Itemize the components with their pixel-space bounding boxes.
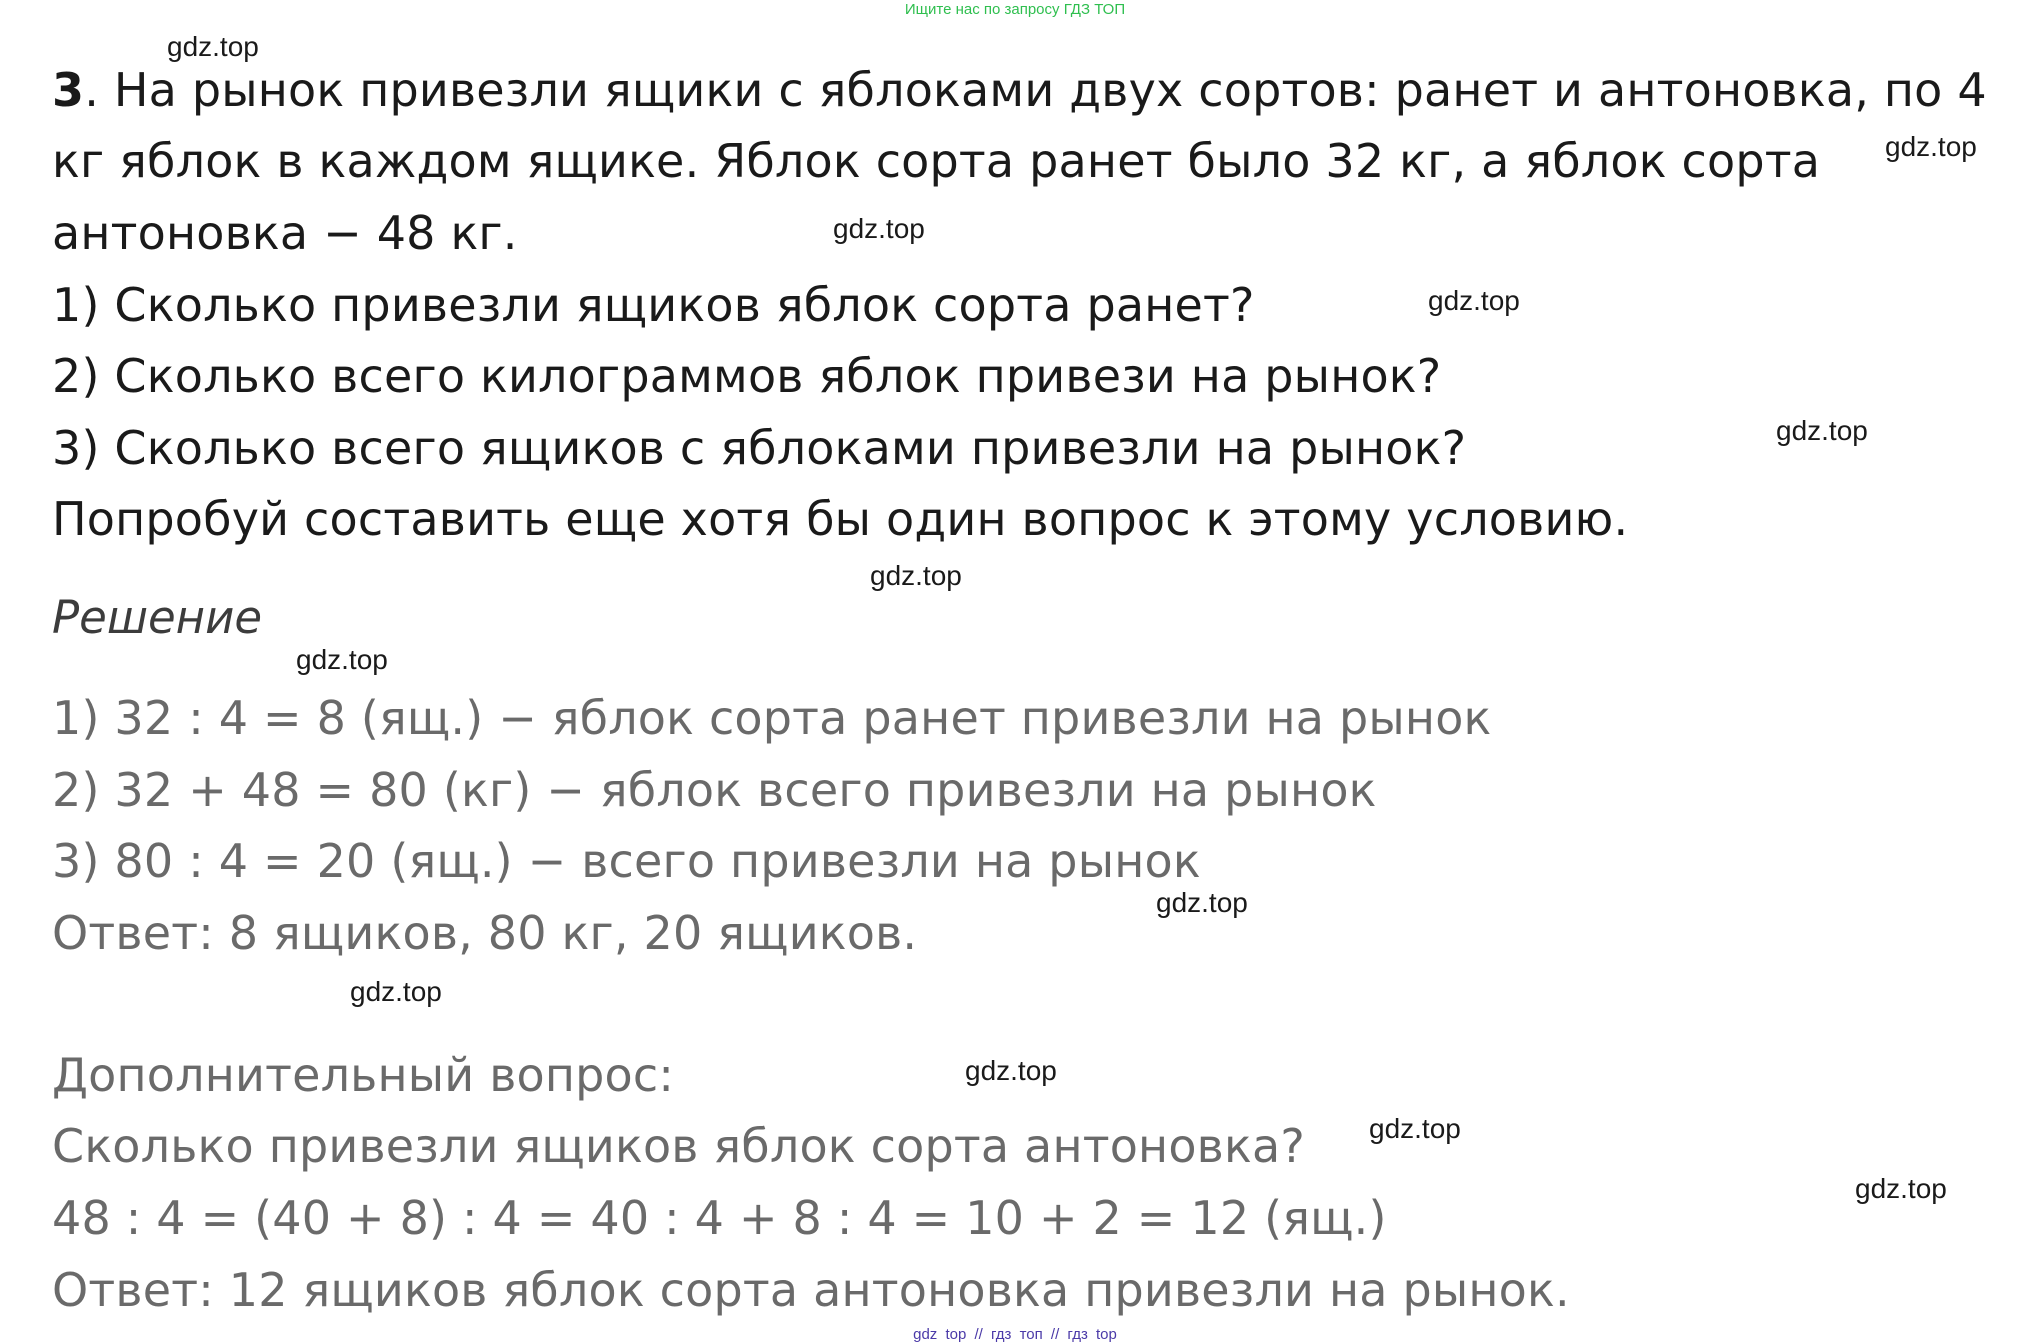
- solution-answer: Ответ: 8 ящиков, 80 кг, 20 ящиков.: [52, 906, 918, 960]
- watermark: gdz.top: [870, 560, 962, 591]
- additional-answer: Ответ: 12 ящиков яблок сорта антоновка привезли на рынок.: [52, 1263, 1570, 1317]
- watermark: gdz.top: [1776, 415, 1868, 446]
- watermark: gdz.top: [350, 976, 442, 1007]
- solution-heading: Решение: [52, 591, 263, 644]
- watermark: gdz.top: [1156, 887, 1248, 918]
- task-line-3: антоновка − 48 кг.: [52, 206, 518, 260]
- search-banner: Ищите нас по запросу ГДЗ ТОП: [904, 1, 1126, 18]
- watermark: gdz.top: [1885, 131, 1977, 162]
- watermark: gdz.top: [1428, 285, 1520, 316]
- task-number: 3: [52, 63, 85, 117]
- extra-task: Попробуй составить еще хотя бы один вопрос к этому условию.: [52, 492, 1629, 546]
- question-2: 2) Сколько всего килограммов яблок привези на рынок?: [52, 349, 1442, 403]
- task-line-2: кг яблок в каждом ящике. Яблок сорта ранет было 32 кг, а яблок сорта: [52, 134, 1821, 188]
- solution-step-1: 1) 32 : 4 = 8 (ящ.) − яблок сорта ранет привезли на рынок: [52, 691, 1492, 745]
- watermark: gdz.top: [167, 31, 259, 62]
- additional-calc: 48 : 4 = (40 + 8) : 4 = 40 : 4 + 8 : 4 = 10 + 2 = 12 (ящ.): [52, 1191, 1387, 1245]
- watermark: gdz.top: [296, 644, 388, 675]
- watermark: gdz.top: [965, 1055, 1057, 1086]
- solution-step-3: 3) 80 : 4 = 20 (ящ.) − всего привезли на рынок: [52, 834, 1201, 888]
- task-line-1: [52, 62, 1987, 118]
- solution-step-2: 2) 32 + 48 = 80 (кг) − яблок всего привезли на рынок: [52, 763, 1377, 817]
- watermark: gdz.top: [833, 213, 925, 244]
- question-1: 1) Сколько привезли ящиков яблок сорта ранет?: [52, 278, 1255, 332]
- question-3: 3) Сколько всего ящиков с яблоками привезли на рынок?: [52, 421, 1467, 475]
- additional-question: Сколько привезли ящиков яблок сорта антоновка?: [52, 1119, 1305, 1173]
- watermark: gdz.top: [1855, 1173, 1947, 1204]
- additional-title: Дополнительный вопрос:: [52, 1048, 675, 1102]
- task-line-1-text: . На рынок привезли ящики с яблоками двух сортов: ранет и антоновка, по 4: [84, 63, 1987, 117]
- watermark: gdz.top: [1369, 1113, 1461, 1144]
- footer-watermark: gdz top // гдз топ // гдз top: [913, 1326, 1117, 1343]
